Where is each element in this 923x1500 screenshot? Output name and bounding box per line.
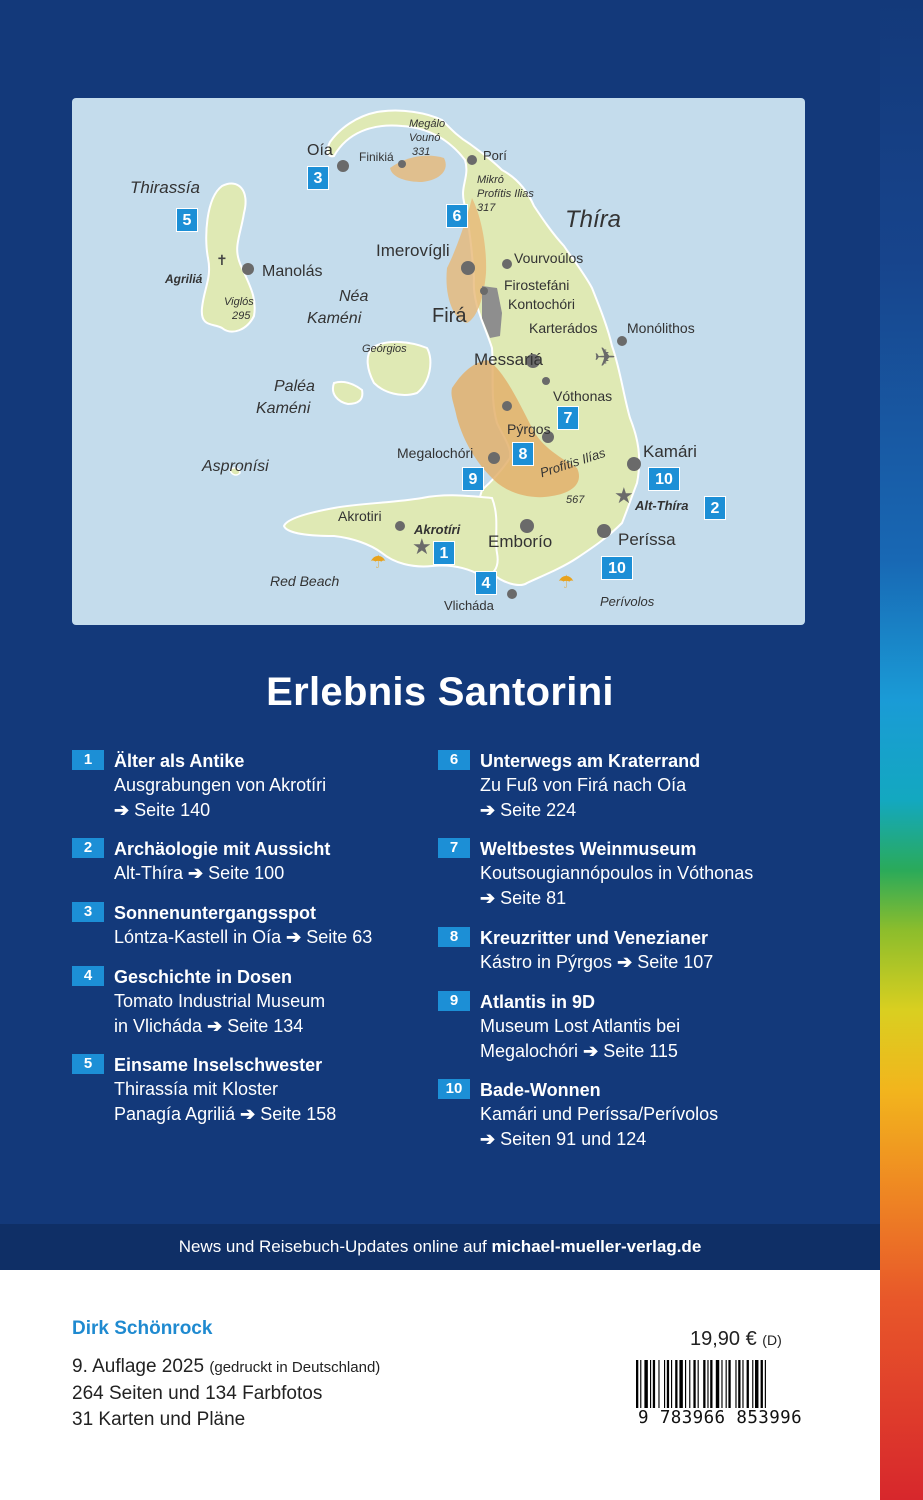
barcode-bar	[679, 1360, 682, 1410]
highlight-number: 3	[72, 902, 104, 922]
label-akrotiri-site: Akrotíri	[414, 522, 461, 537]
price	[690, 1328, 782, 1351]
map-marker-5: 5	[176, 208, 198, 232]
news-text: News und Reisebuch-Updates online auf	[178, 1237, 487, 1256]
label-oia: Oía	[307, 142, 333, 159]
label-red-beach: Red Beach	[270, 573, 340, 589]
highlight-number: 10	[438, 1079, 470, 1099]
highlight-number: 9	[438, 991, 470, 1011]
highlight-heading: Atlantis in 9D	[480, 992, 596, 1012]
label-finikia: Finikiá	[359, 150, 394, 164]
label-thirassia: Thirassía	[130, 178, 200, 197]
perivolos-umbrella-icon: ☂	[558, 572, 575, 593]
map-marker-9: 9	[462, 467, 484, 491]
highlight-number: 4	[72, 966, 104, 986]
barcode-bar	[765, 1360, 766, 1410]
edition: 9. Auflage 2025	[72, 1356, 205, 1377]
arrow-icon: ➔	[617, 952, 633, 972]
label-firostefani: Firostefáni	[504, 277, 570, 293]
label-nea-2: Kaméni	[307, 310, 362, 327]
highlight-desc: Alt-Thíra	[114, 863, 184, 883]
label-alt-thira: Alt-Thíra	[635, 498, 689, 513]
price-country: (D)	[762, 1332, 782, 1348]
santorini-map	[72, 98, 805, 625]
map-marker-6: 6	[446, 204, 468, 228]
page-count: 264 Seiten und 134 Farbfotos	[72, 1383, 323, 1404]
isbn-number: 9 783966 853996	[630, 1408, 810, 1428]
barcode-bar	[653, 1360, 655, 1410]
highlight-desc: Kamári und Períssa/Perívolos	[480, 1104, 719, 1124]
highlight-ref: Seite 134	[227, 1015, 304, 1036]
arrow-icon: ➔	[114, 799, 130, 820]
barcode-bar	[742, 1360, 743, 1410]
price-amount: 19,90 €	[690, 1328, 757, 1350]
label-mikro-alt: 317	[477, 202, 496, 214]
label-mikro-2: Profítis Ilias	[477, 188, 534, 200]
arrow-icon: ➔	[188, 863, 204, 883]
highlight-ref: Seite 140	[134, 799, 211, 820]
highlight-number: 1	[72, 750, 104, 770]
barcode-bar	[650, 1360, 651, 1410]
label-viglos: Viglós	[224, 296, 254, 308]
page-title: Erlebnis Santorini	[266, 670, 614, 714]
highlight-desc: Lóntza-Kastell in Oía	[114, 927, 282, 947]
highlight-heading: Archäologie mit Aussicht	[114, 839, 331, 859]
label-kamari: Kamári	[643, 442, 697, 461]
label-aspronisi: Aspronísi	[202, 458, 269, 475]
highlight-desc: Ausgrabungen von Akrotíri	[114, 775, 327, 795]
highlight-number: 6	[438, 750, 470, 770]
highlight-desc: Kástro in Pýrgos	[480, 952, 613, 972]
barcode-bar	[721, 1360, 722, 1410]
barcode-bar	[728, 1360, 730, 1410]
label-mikro-1: Mikró	[477, 174, 504, 186]
label-vothonas: Vóthonas	[553, 388, 613, 404]
arrow-icon: ➔	[240, 1103, 256, 1124]
highlight-heading: Bade-Wonnen	[480, 1080, 601, 1100]
barcode-bar	[752, 1360, 753, 1410]
highlight-heading: Älter als Antike	[114, 751, 245, 771]
label-palea-2: Kaméni	[256, 400, 311, 417]
label-georgios: Geórgios	[362, 343, 407, 355]
author-name: Dirk Schönrock	[72, 1318, 213, 1339]
highlight-number: 5	[72, 1054, 104, 1074]
highlight-desc-2: in Vlicháda	[114, 1015, 203, 1036]
arrow-icon: ➔	[480, 1128, 496, 1149]
highlight-number: 8	[438, 927, 470, 947]
barcode-bar	[710, 1360, 712, 1410]
barcode-bar	[664, 1360, 665, 1410]
label-pyrgos: Pýrgos	[507, 421, 551, 437]
label-imerovigli: Imerovígli	[376, 241, 450, 260]
label-thira: Thíra	[565, 206, 622, 233]
label-messaria: Messariá	[474, 350, 543, 369]
highlight-ref: Seite 63	[306, 927, 373, 947]
label-nea-1: Néa	[339, 288, 369, 305]
highlight-heading: Weltbestes Weinmuseum	[480, 839, 697, 859]
barcode-bar	[747, 1360, 749, 1410]
arrow-icon: ➔	[583, 1040, 599, 1061]
map-marker-3: 3	[307, 166, 329, 190]
barcode	[634, 1360, 806, 1444]
alt-thira-star-icon: ★	[614, 484, 634, 509]
barcode-bar	[640, 1360, 641, 1410]
label-karterados: Karterádos	[529, 320, 598, 336]
label-vourvoulos: Vourvoúlos	[514, 250, 584, 266]
map-marker-4: 4	[475, 571, 497, 595]
barcode-bar	[658, 1360, 659, 1410]
label-akrotiri-village: Akrotiri	[338, 508, 382, 524]
barcode-bar	[671, 1360, 672, 1410]
highlight-heading: Einsame Inselschwester	[114, 1055, 323, 1075]
highlight-heading: Kreuzritter und Venezianer	[480, 928, 709, 948]
highlight-desc: Tomato Industrial Museum	[114, 991, 326, 1011]
highlight-desc-2: Panagía Agriliá	[114, 1103, 236, 1124]
label-emporio: Emborío	[488, 532, 553, 551]
barcode-bar	[685, 1360, 686, 1410]
barcode-bar	[726, 1360, 727, 1410]
barcode-bar	[761, 1360, 763, 1410]
label-megalo-1: Megálo	[409, 118, 446, 130]
spine-color-strip	[880, 0, 923, 1500]
highlight-ref: Seite 107	[637, 952, 714, 972]
map-marker-10b: 10	[601, 556, 633, 580]
label-agrilia: Agriliá	[165, 272, 203, 286]
highlight-heading: Sonnenuntergangsspot	[114, 903, 316, 923]
arrow-icon: ➔	[480, 887, 496, 908]
label-megalochori: Megalochóri	[397, 445, 474, 461]
highlight-number: 7	[438, 838, 470, 858]
label-vlichada: Vlicháda	[444, 598, 494, 613]
arrow-icon: ➔	[207, 1015, 223, 1036]
book-info	[72, 1354, 380, 1433]
edition-note: (gedruckt in Deutschland)	[209, 1359, 381, 1376]
arrow-icon: ➔	[480, 799, 496, 820]
publisher-url[interactable]: michael-mueller-verlag.de	[491, 1237, 702, 1256]
highlight-heading: Geschichte in Dosen	[114, 967, 293, 987]
map-marker-8: 8	[512, 442, 534, 466]
label-pori: Porí	[483, 148, 507, 163]
barcode-bar	[644, 1360, 647, 1410]
label-perivolos: Perívolos	[600, 594, 655, 609]
map-marker-2: 2	[704, 496, 726, 520]
airport-icon: ✈	[594, 343, 616, 373]
barcode-bar	[636, 1360, 638, 1410]
highlight-ref: Seite 224	[500, 799, 577, 820]
monastery-icon: ✝	[216, 253, 228, 269]
barcode-bar	[707, 1360, 708, 1410]
label-manolas: Manolás	[262, 263, 323, 280]
highlight-ref: Seiten 91 und 124	[500, 1128, 647, 1149]
akrotiri-star-icon: ★	[412, 535, 432, 560]
highlight-heading: Unterwegs am Kraterrand	[480, 751, 701, 771]
label-profitis-alt: 567	[566, 494, 585, 506]
label-fira: Firá	[432, 305, 467, 327]
highlight-desc: Zu Fuß von Firá nach Oía	[480, 775, 687, 795]
map-marker-1: 1	[433, 541, 455, 565]
red-beach-umbrella-icon: ☂	[370, 552, 387, 573]
highlight-desc-2: Megalochóri	[480, 1040, 579, 1061]
map-marker-10a: 10	[648, 467, 680, 491]
highlight-ref: Seite 158	[260, 1103, 337, 1124]
news-bar	[0, 1224, 880, 1270]
barcode-bar	[689, 1360, 690, 1410]
barcode-bar	[667, 1360, 669, 1410]
barcode-bar	[675, 1360, 677, 1410]
label-monolithos: Monólithos	[627, 320, 695, 336]
label-kontochori: Kontochóri	[508, 296, 575, 312]
barcode-bar	[716, 1360, 719, 1410]
label-profitis: Profítis Ilías	[538, 445, 608, 481]
highlight-desc: Museum Lost Atlantis bei	[480, 1016, 681, 1036]
barcode-bar	[698, 1360, 699, 1410]
highlight-number: 2	[72, 838, 104, 858]
label-megalo-alt: 331	[412, 146, 431, 158]
highlight-desc: Koutsougiannópoulos in Vóthonas	[480, 863, 754, 883]
map-marker-7: 7	[557, 406, 579, 430]
label-palea-1: Paléa	[274, 378, 315, 395]
arrow-icon: ➔	[286, 927, 302, 947]
label-viglos-alt: 295	[232, 310, 251, 322]
barcode-bar	[735, 1360, 736, 1410]
barcode-bar	[755, 1360, 758, 1410]
highlight-desc: Thirassía mit Kloster	[114, 1079, 279, 1099]
barcode-bar	[693, 1360, 695, 1410]
highlight-ref: Seite 100	[208, 863, 285, 883]
map-count: 31 Karten und Pläne	[72, 1409, 246, 1430]
barcode-bar	[738, 1360, 740, 1410]
highlight-ref: Seite 115	[603, 1040, 678, 1061]
label-megalo-2: Vounó	[409, 132, 441, 144]
highlight-ref: Seite 81	[500, 887, 567, 908]
label-perissa: Períssa	[618, 530, 676, 549]
barcode-bar	[703, 1360, 705, 1410]
